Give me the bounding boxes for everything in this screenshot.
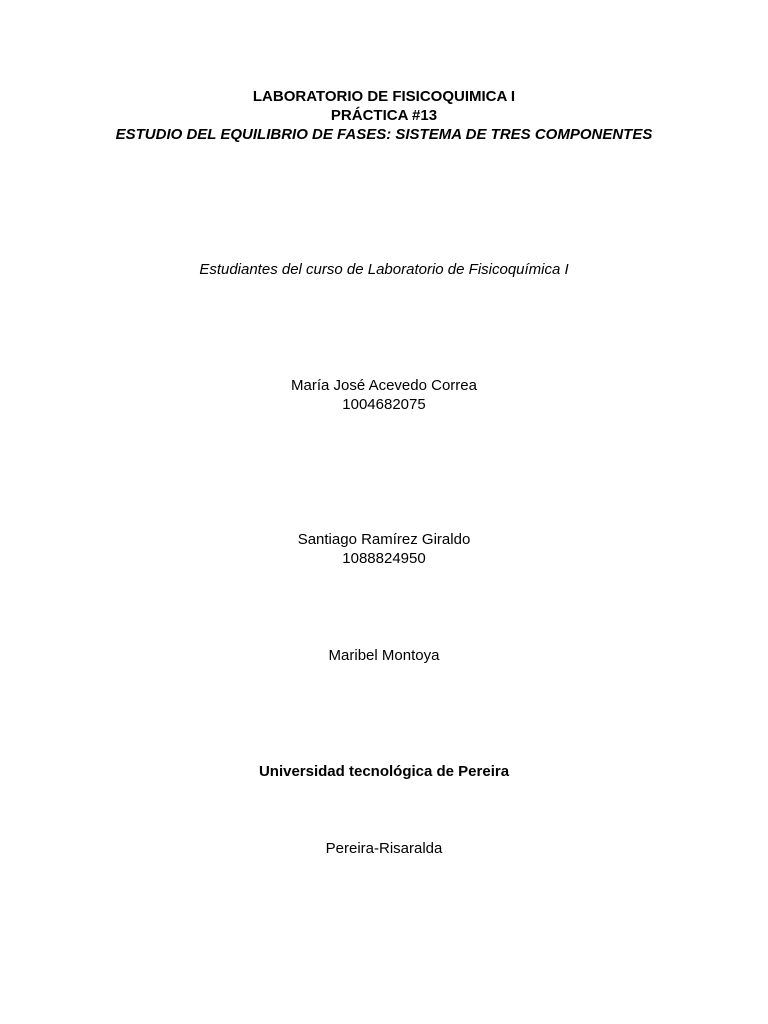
course-line: Estudiantes del curso de Laboratorio de Fisicoquímica I bbox=[199, 261, 569, 278]
student-id: 1004682075 bbox=[342, 396, 426, 413]
student-id: 1088824950 bbox=[342, 550, 426, 567]
university-name: Universidad tecnológica de Pereira bbox=[258, 763, 510, 780]
student-name: María José Acevedo Correa bbox=[291, 377, 477, 394]
practice-number: PRÁCTICA #13 bbox=[330, 107, 438, 124]
student-name: Maribel Montoya bbox=[328, 647, 440, 664]
study-title: ESTUDIO DEL EQUILIBRIO DE FASES: SISTEMA DE TRES COMPONENTES bbox=[115, 126, 653, 143]
location: Pereira-Risaralda bbox=[325, 840, 443, 857]
lab-title: LABORATORIO DE FISICOQUIMICA I bbox=[252, 88, 516, 105]
student-name: Santiago Ramírez Giraldo bbox=[297, 531, 471, 548]
